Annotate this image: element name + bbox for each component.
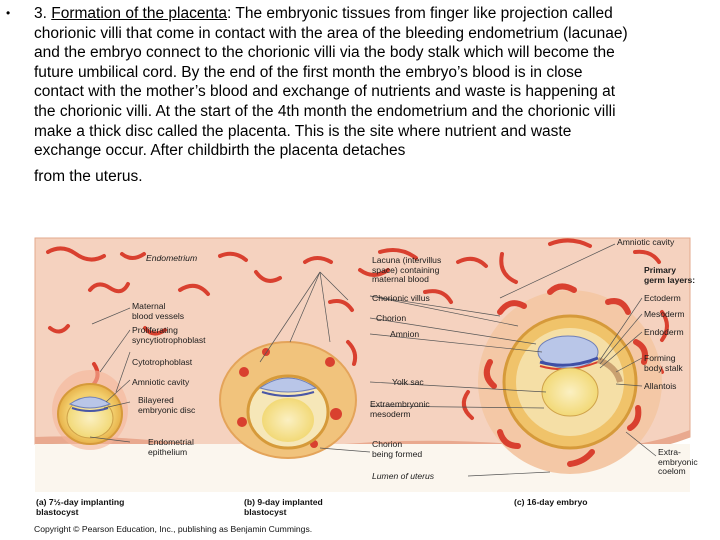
label-chorion: Chorion <box>376 313 407 323</box>
label-proliferating-syncytiotrophoblast: Proliferating syncytiotrophoblast <box>132 325 206 345</box>
label-primary-germ-layers: Primary germ layers: <box>644 265 696 285</box>
item-number: 3. <box>34 5 47 22</box>
label-amniotic-cavity-right: Amniotic cavity <box>617 237 675 247</box>
heading-text: Formation of the placenta <box>51 5 228 22</box>
label-extraembryonic-mesoderm: Extraembryonic mesoderm <box>370 399 430 419</box>
label-forming-body-stalk: Forming body stalk <box>644 353 683 373</box>
placenta-figure <box>30 232 720 540</box>
label-lacuna: Lacuna (intervillus space) containing maternal blood <box>372 255 442 285</box>
caption-a: (a) 7½-day implanting blastocyst <box>36 497 125 517</box>
label-cytotrophoblast: Cytotrophoblast <box>132 357 193 367</box>
label-ectoderm: Ectoderm <box>644 293 681 303</box>
label-mesoderm: Mesoderm <box>644 309 685 319</box>
caption-c: (c) 16-day embryo <box>514 497 588 507</box>
label-endometrial-epithelium: Endometrial epithelium <box>148 437 194 457</box>
body-text: : The embryonic tissues from finger like projection called chorionic villi that come in contact with the area of the bleeding endometrium (lacunae) and the embryo connect to the chorionic villi via the body stalk which will become the future umbilical cord. By the end of the first month the embryo’s blood is in close contact with the mother’s blood and exchange of nutrients and waste is happening at the chorionic villi. At the start of the 4th month the endometrium and the chorionic villi make a thick disc called the placenta. This is the site where nutrient and waste exchange occur. After childbirth the placenta detaches <box>34 5 628 160</box>
body-text-tail: from the uterus. <box>34 167 143 185</box>
label-endoderm: Endoderm <box>644 327 684 337</box>
label-bilayered-embryonic-disc: Bilayered embryonic disc <box>138 395 196 415</box>
label-extraembryonic-coelom: Extra- embryonic coelom <box>658 447 698 477</box>
blastocyst-7day <box>52 370 128 450</box>
blastocyst-9day <box>220 342 356 458</box>
paragraph <box>34 4 634 186</box>
copyright-notice: Copyright © Pearson Education, Inc., publishing as Benjamin Cummings. <box>34 524 313 534</box>
bullet-marker: • <box>6 6 11 20</box>
label-chorionic-villus: Chorionic villus <box>372 293 430 303</box>
label-lumen-of-uterus: Lumen of uterus <box>372 471 435 481</box>
label-amniotic-cavity-left: Amniotic cavity <box>132 377 190 387</box>
label-yolk-sac: Yolk sac <box>392 377 424 387</box>
label-chorion-being-formed: Chorion being formed <box>372 439 423 459</box>
caption-b: (b) 9-day implanted blastocyst <box>244 497 323 517</box>
label-allantois: Allantois <box>644 381 677 391</box>
label-amnion: Amnion <box>390 329 420 339</box>
label-endometrium: Endometrium <box>146 253 198 263</box>
label-maternal-blood-vessels: Maternal blood vessels <box>132 301 185 321</box>
